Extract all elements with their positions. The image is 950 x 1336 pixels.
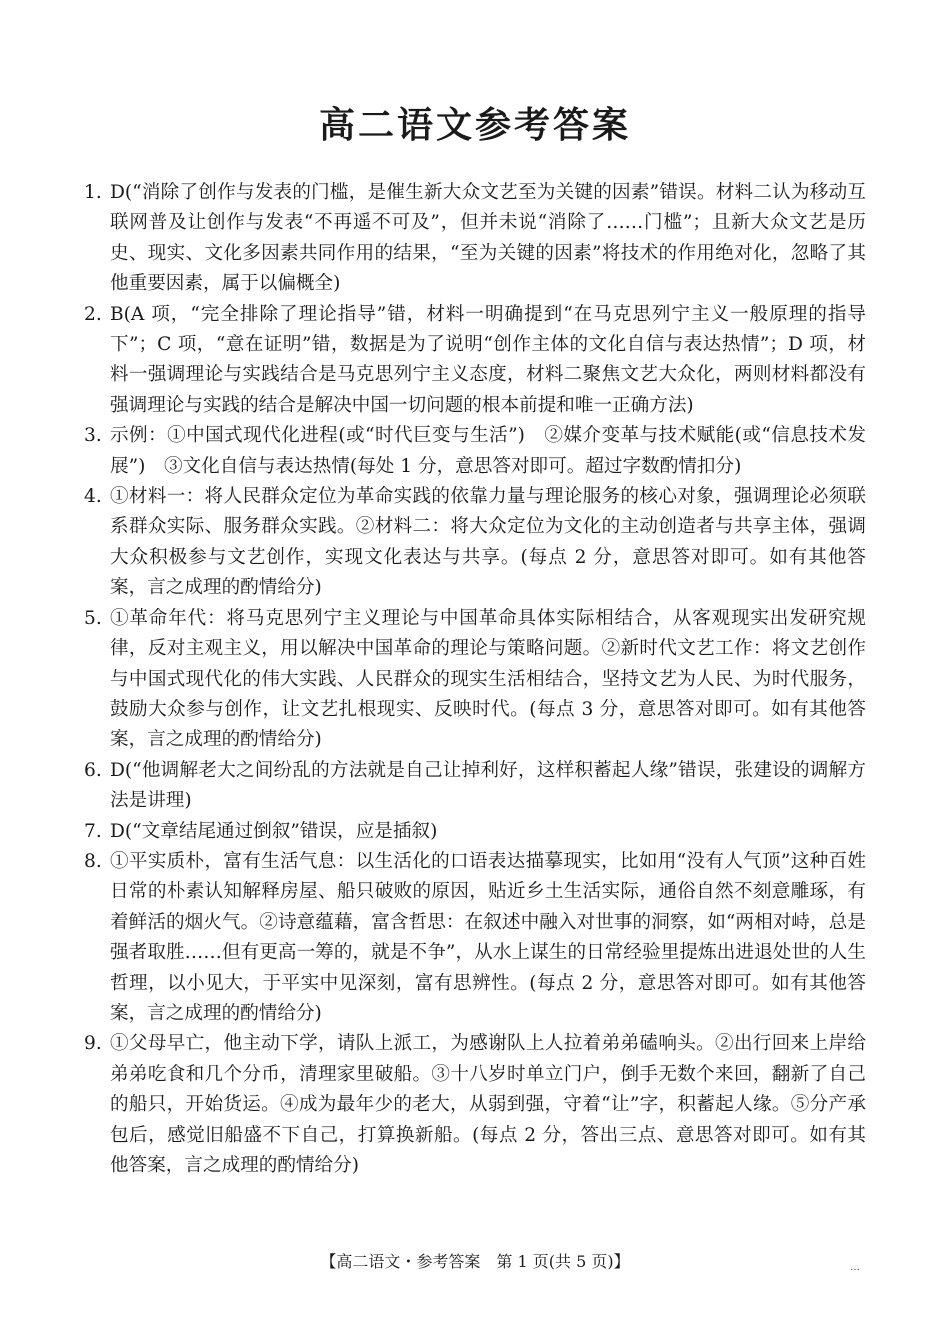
answer-text: 示例：①中国式现代化进程(或“时代巨变与生活”) ②媒介变革与技术赋能(或“信息技术发展”) ③文化自信与表达热情(每处 1 分，意思答对即可。超过字数酌情扣分) xyxy=(110,425,866,477)
answer-text: ①革命年代：将马克思列宁主义理论与中国革命具体实际相结合，从客观现实出发研究规律，反对主观主义，用以解决中国革命的理论与策略问题。②新时代文艺工作：将文艺创作与中国式现代化的伟大实践、人民群众的现实生活相结合，坚持文艺为人民、为时代服务，鼓励大众参与创作，让文艺扎根现实、反映时代。(每点 3 分，意思答对即可。如有其他答案，言之成理的酌情给分) xyxy=(110,607,866,751)
answer-list xyxy=(84,178,866,1181)
answer-item-5 xyxy=(84,604,866,756)
answer-number: 9. xyxy=(84,1033,102,1055)
answer-text: D(“消除了创作与发表的门槛，是催生新大众文艺至为关键的因素”错误。材料二认为移动互联网普及让创作与发表“不再遥不可及”，但并未说“消除了……门槛”；且新大众文艺是历史、现实、文化多因素共同作用的结果，“至为关键的因素”将技术的作用绝对化，忽略了其他重要因素，属于以偏概全) xyxy=(110,182,866,295)
answer-number: 5. xyxy=(84,607,102,629)
answer-item-8 xyxy=(84,847,866,1029)
answer-number: 2. xyxy=(84,303,102,325)
answer-item-9 xyxy=(84,1029,866,1181)
answer-item-7 xyxy=(84,817,866,847)
footer-mark: … xyxy=(850,1262,860,1273)
answer-number: 8. xyxy=(84,850,102,872)
answer-text: D(“他调解老大之间纷乱的方法就是自己让掉利好，这样积蓄起人缘”错误，张建设的调解方法是讲理) xyxy=(110,759,866,812)
answer-number: 7. xyxy=(84,820,102,842)
answer-number: 6. xyxy=(84,759,102,781)
answer-item-3 xyxy=(84,421,866,482)
answer-text: ①父母早亡，他主动下学，请队上派工，为感谢队上人拉着弟弟磕响头。②出行回来上岸给弟弟吃食和几个分币，清理家里破船。③十八岁时单立门户，倒手无数个来回，翻新了自己的船只，开始货运。④成为最年少的老大，从弱到强，守着“让”字，积蓄起人缘。⑤分产承包后，感觉旧船盛不下自己，打算换新船。(每点 2 分，答出三点、意思答对即可。如有其他答案，言之成理的酌情给分) xyxy=(110,1033,866,1176)
answer-number: 1. xyxy=(84,182,102,203)
answer-item-2 xyxy=(84,300,866,422)
answer-text: B(A 项，“完全排除了理论指导”错，材料一明确提到“在马克思列宁主义一般原理的指导下”；C 项，“意在证明”错，数据是为了说明“创作主体的文化自信与表达热情”；D 项，材料一强调理论与实践结合是马克思列宁主义态度，材料二聚焦文艺大众化，两则材料都没有强调理论与实践的结合是解决中国一切问题的根本前提和唯一正确方法) xyxy=(110,303,866,416)
answer-item-4 xyxy=(84,482,866,604)
answer-item-1 xyxy=(84,178,866,300)
answer-text: ①材料一：将人民群众定位为革命实践的依靠力量与理论服务的核心对象，强调理论必须联系群众实际、服务群众实践。②材料二：将大众定位为文化的主动创造者与共享主体，强调大众积极参与文艺创作，实现文化表达与共享。(每点 2 分，意思答对即可。如有其他答案，言之成理的酌情给分) xyxy=(110,486,866,599)
page-footer: 【高二语文・参考答案 第 1 页(共 5 页)】 xyxy=(320,1252,630,1271)
answer-text: D(“文章结尾通过倒叙”错误，应是插叙) xyxy=(110,820,438,842)
answer-number: 3. xyxy=(84,425,102,447)
answer-number: 4. xyxy=(84,486,102,508)
page-title: 高二语文参考答案 xyxy=(318,104,631,146)
answer-text: ①平实质朴，富有生活气息：以生活化的口语表达描摹现实，比如用“没有人气顶”这种百姓日常的朴素认知解释房屋、船只破败的原因，贴近乡土生活实际，通俗自然不刻意雕琢，有着鲜活的烟火气。②诗意蕴藉，富含哲思：在叙述中融入对世事的洞察，如“两相对峙，总是强者取胜……但有更高一筹的，就是不争”，从水上谋生的日常经验里提炼出进退处世的人生哲理，以小见大，于平实中见深刻，富有思辨性。(每点 2 分，意思答对即可。如有其他答案，言之成理的酌情给分) xyxy=(110,850,866,1024)
answer-item-6 xyxy=(84,756,866,817)
